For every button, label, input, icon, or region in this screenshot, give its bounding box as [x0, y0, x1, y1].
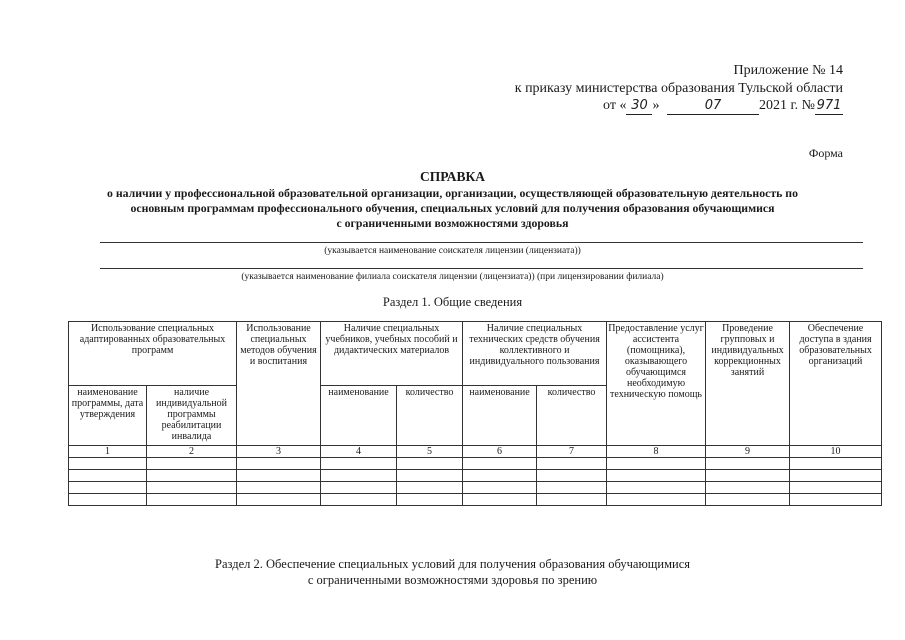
date-month-handwritten: 07	[667, 97, 759, 115]
table-cell[interactable]	[706, 470, 790, 482]
table-cell[interactable]	[790, 458, 882, 470]
table-cell[interactable]	[69, 470, 147, 482]
table-cell[interactable]	[790, 494, 882, 506]
table-cell[interactable]	[463, 470, 537, 482]
column-number: 4	[321, 446, 397, 458]
subheader-textbook-count: количество	[397, 386, 463, 446]
order-date-line	[603, 97, 843, 115]
table-cell[interactable]	[69, 458, 147, 470]
table-cell[interactable]	[321, 482, 397, 494]
subtitle-line: о наличии у профессиональной образовательной организации, организации, осуществляющей образовательную деятельность по	[106, 186, 799, 200]
column-number: 1	[69, 446, 147, 458]
table-cell[interactable]	[790, 482, 882, 494]
table-row	[69, 458, 882, 470]
header-correction-classes: Проведение групповых и индивидуальных коррекционных занятий	[706, 322, 790, 446]
table-cell[interactable]	[237, 482, 321, 494]
date-year: 2021 г. №	[758, 98, 815, 113]
table-cell[interactable]	[537, 482, 607, 494]
order-reference: к приказу министерства образования Тульской области	[514, 81, 843, 96]
table-cell[interactable]	[147, 458, 237, 470]
column-number: 2	[147, 446, 237, 458]
date-prefix: от «	[603, 98, 627, 113]
subheader-rehab-program: наличие индивидуальной программы реабилитации инвалида	[147, 386, 237, 446]
date-day-handwritten: 30	[626, 97, 652, 115]
table-cell[interactable]	[397, 470, 463, 482]
table-cell[interactable]	[607, 494, 706, 506]
document-title: СПРАВКА	[419, 169, 486, 184]
table-cell[interactable]	[607, 482, 706, 494]
table-cell[interactable]	[321, 458, 397, 470]
column-numbers-row	[69, 446, 882, 458]
branch-fill-line	[100, 268, 863, 269]
general-info-table	[68, 321, 882, 506]
section2-line: Раздел 2. Обеспечение специальных условий для получения образования обучающимися	[215, 557, 690, 571]
table-cell[interactable]	[537, 458, 607, 470]
header-adapted-programs: Использование специальных адаптированных образовательных программ	[69, 322, 237, 386]
section2-line: с ограниченными возможностями здоровья по зрению	[307, 573, 598, 587]
subtitle-line: основным программам профессионального обучения, специальных условий для получения образования обучающимися	[130, 201, 775, 215]
date-mid: »	[652, 98, 660, 113]
column-number: 9	[706, 446, 790, 458]
header-building-access: Обеспечение доступа в здания образовательных организаций	[790, 322, 882, 446]
document-subtitle	[0, 186, 905, 231]
subtitle-line: с ограниченными возможностями здоровья	[336, 216, 569, 230]
table-cell[interactable]	[237, 470, 321, 482]
column-number: 3	[237, 446, 321, 458]
table-cell[interactable]	[69, 494, 147, 506]
subheader-means-count: количество	[537, 386, 607, 446]
table-cell[interactable]	[463, 458, 537, 470]
table-row	[69, 494, 882, 506]
column-number: 8	[607, 446, 706, 458]
table-cell[interactable]	[463, 494, 537, 506]
licensee-fill-line	[100, 242, 863, 243]
branch-caption: (указывается наименование филиала соискателя лицензии (лицензиата)) (при лицензировании филиала)	[241, 272, 664, 282]
column-number: 6	[463, 446, 537, 458]
section2-title	[0, 556, 905, 588]
table-cell[interactable]	[607, 470, 706, 482]
table-row	[69, 470, 882, 482]
table-cell[interactable]	[537, 494, 607, 506]
table-cell[interactable]	[147, 470, 237, 482]
table-cell[interactable]	[706, 494, 790, 506]
subheader-means-name: наименование	[463, 386, 537, 446]
table-row	[69, 482, 882, 494]
column-number: 7	[537, 446, 607, 458]
table-cell[interactable]	[237, 494, 321, 506]
column-number: 10	[790, 446, 882, 458]
table-cell[interactable]	[69, 482, 147, 494]
appendix-label: Приложение № 14	[733, 63, 843, 78]
table-cell[interactable]	[537, 470, 607, 482]
subheader-textbook-name: наименование	[321, 386, 397, 446]
header-special-methods: Использование специальных методов обучения и воспитания	[237, 322, 321, 446]
licensee-caption: (указывается наименование соискателя лицензии (лицензиата))	[324, 246, 581, 256]
header-textbooks: Наличие специальных учебников, учебных пособий и дидактических материалов	[321, 322, 463, 386]
section1-title: Раздел 1. Общие сведения	[382, 295, 523, 309]
header-assistant-services: Предоставление услуг ассистента (помощника), оказывающего обучающимся необходимую техническую помощь	[607, 322, 706, 446]
table-cell[interactable]	[790, 470, 882, 482]
subheader-program-name: наименование программы, дата утверждения	[69, 386, 147, 446]
table-cell[interactable]	[706, 482, 790, 494]
table-cell[interactable]	[237, 458, 321, 470]
order-number-handwritten: 971	[816, 98, 842, 113]
form-label: Форма	[808, 146, 843, 160]
table-cell[interactable]	[463, 482, 537, 494]
table-cell[interactable]	[397, 482, 463, 494]
table-cell[interactable]	[397, 494, 463, 506]
table-cell[interactable]	[321, 470, 397, 482]
table-cell[interactable]	[397, 458, 463, 470]
table-cell[interactable]	[147, 494, 237, 506]
table-cell[interactable]	[147, 482, 237, 494]
table-cell[interactable]	[321, 494, 397, 506]
table-cell[interactable]	[706, 458, 790, 470]
column-number: 5	[397, 446, 463, 458]
table-cell[interactable]	[607, 458, 706, 470]
header-technical-means: Наличие специальных технических средств обучения коллективного и индивидуального пользования	[463, 322, 607, 386]
